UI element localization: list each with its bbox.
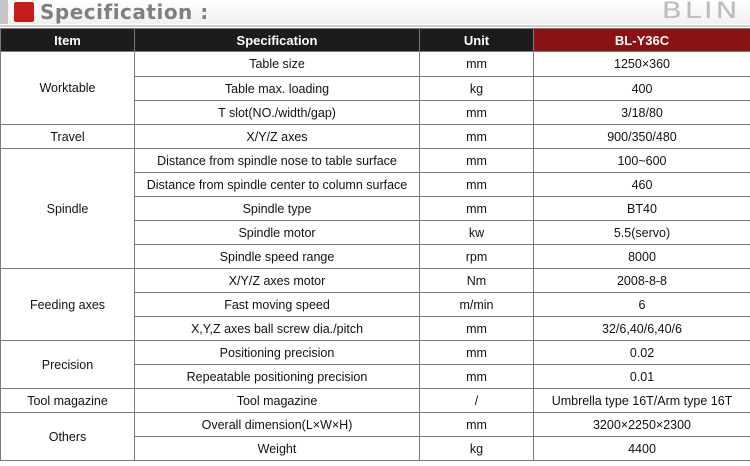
item-category-cell: Feeding axes (1, 269, 135, 341)
unit-cell: mm (420, 149, 534, 173)
table-row (1, 269, 750, 293)
unit-cell: mm (420, 317, 534, 341)
unit-cell: kg (420, 77, 534, 101)
value-cell: 6 (534, 293, 750, 317)
item-category-cell: Precision (1, 341, 135, 389)
spec-cell: Table max. loading (135, 77, 420, 101)
value-cell: 400 (534, 77, 750, 101)
table-row (1, 149, 750, 173)
table-header-row (1, 29, 750, 52)
value-cell: 460 (534, 173, 750, 197)
section-header (0, 0, 750, 28)
value-cell: 900/350/480 (534, 125, 750, 149)
header-divider (0, 25, 750, 27)
value-cell: 2008-8-8 (534, 269, 750, 293)
value-cell: 8000 (534, 245, 750, 269)
table-row (1, 389, 750, 413)
spec-cell: Repeatable positioning precision (135, 365, 420, 389)
unit-cell: rpm (420, 245, 534, 269)
spec-cell: Tool magazine (135, 389, 420, 413)
table-row (1, 341, 750, 365)
spec-cell: X/Y/Z axes motor (135, 269, 420, 293)
value-cell: 3200×2250×2300 (534, 413, 750, 437)
unit-cell: mm (420, 125, 534, 149)
unit-cell: m/min (420, 293, 534, 317)
unit-cell: mm (420, 173, 534, 197)
spec-cell: Distance from spindle nose to table surface (135, 149, 420, 173)
table-row (1, 52, 750, 77)
value-cell: 1250×360 (534, 52, 750, 77)
spec-cell: Table size (135, 52, 420, 77)
spec-cell: X/Y/Z axes (135, 125, 420, 149)
spec-cell: Overall dimension(L×W×H) (135, 413, 420, 437)
unit-cell: mm (420, 52, 534, 77)
value-cell: Umbrella type 16T/Arm type 16T (534, 389, 750, 413)
value-cell: 3/18/80 (534, 101, 750, 125)
unit-cell: / (420, 389, 534, 413)
unit-cell: Nm (420, 269, 534, 293)
table-row (1, 125, 750, 149)
brand-logo: BLIN (661, 0, 740, 24)
spec-cell: Spindle speed range (135, 245, 420, 269)
specification-table (0, 28, 750, 461)
section-title: Specification : (40, 0, 209, 24)
item-category-cell: Travel (1, 125, 135, 149)
value-cell: 100~600 (534, 149, 750, 173)
column-header-item: Item (1, 29, 135, 52)
unit-cell: mm (420, 197, 534, 221)
unit-cell: mm (420, 341, 534, 365)
spec-cell: Positioning precision (135, 341, 420, 365)
spec-cell: Weight (135, 437, 420, 461)
spec-cell: Fast moving speed (135, 293, 420, 317)
unit-cell: mm (420, 101, 534, 125)
spec-cell: Spindle type (135, 197, 420, 221)
value-cell: 4400 (534, 437, 750, 461)
item-category-cell: Tool magazine (1, 389, 135, 413)
table-body (1, 52, 750, 461)
column-header-unit: Unit (420, 29, 534, 52)
unit-cell: kg (420, 437, 534, 461)
spec-cell: Spindle motor (135, 221, 420, 245)
unit-cell: mm (420, 365, 534, 389)
unit-cell: mm (420, 413, 534, 437)
item-category-cell: Others (1, 413, 135, 461)
value-cell: 32/6,40/6,40/6 (534, 317, 750, 341)
unit-cell: kw (420, 221, 534, 245)
spec-cell: T slot(NO./width/gap) (135, 101, 420, 125)
value-cell: BT40 (534, 197, 750, 221)
column-header-model: BL-Y36C (534, 29, 750, 52)
value-cell: 0.02 (534, 341, 750, 365)
value-cell: 5.5(servo) (534, 221, 750, 245)
spec-cell: X,Y,Z axes ball screw dia./pitch (135, 317, 420, 341)
spec-cell: Distance from spindle center to column surface (135, 173, 420, 197)
header-left-bar (0, 0, 8, 24)
value-cell: 0.01 (534, 365, 750, 389)
column-header-specification: Specification (135, 29, 420, 52)
item-category-cell: Spindle (1, 149, 135, 269)
table-row (1, 413, 750, 437)
item-category-cell: Worktable (1, 52, 135, 125)
section-marker-icon (14, 2, 34, 22)
